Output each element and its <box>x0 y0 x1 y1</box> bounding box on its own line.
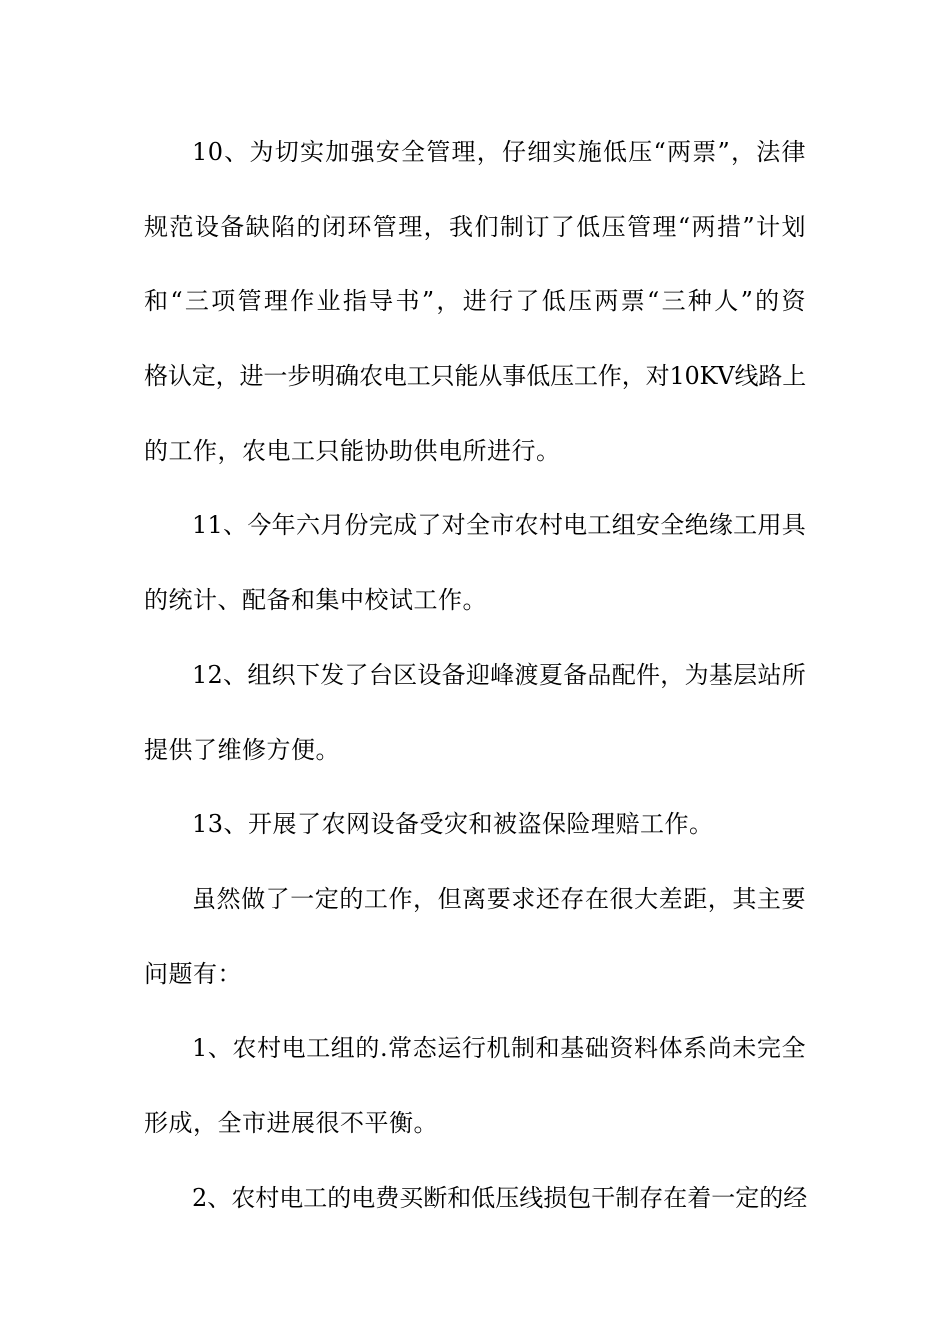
text-line: 形成，全市进展很不平衡。 <box>144 1108 438 1137</box>
text-line: 和“三项管理作业指导书”，进行了低压两票“三种人”的资 <box>144 287 806 316</box>
text-line: 格认定，进一步明确农电工只能从事低压工作，对10KV线路上 <box>144 362 806 391</box>
text-line: 提供了维修方便。 <box>144 735 340 764</box>
text-line: 2、农村电工的电费买断和低压线损包干制存在着一定的经 <box>192 1183 808 1212</box>
text-line: 10、为切实加强安全管理，仔细实施低压“两票”，法律 <box>192 138 806 166</box>
text-line: 11、今年六月份完成了对全市农村电工组安全绝缘工用具 <box>192 511 806 540</box>
text-line: 虽然做了一定的工作，但离要求还存在很大差距，其主要 <box>192 884 806 913</box>
text-line: 13、开展了农网设备受灾和被盗保险理赔工作。 <box>192 810 714 839</box>
text-line: 的统计、配备和集中校试工作。 <box>144 586 487 615</box>
text-line: 问题有： <box>144 959 242 988</box>
text-line: 12、组织下发了台区设备迎峰渡夏备品配件，为基层站所 <box>192 660 806 689</box>
text-line: 1、农村电工组的.常态运行机制和基础资料体系尚未完全 <box>192 1034 806 1063</box>
text-line: 的工作，农电工只能协助供电所进行。 <box>144 436 561 465</box>
document-body <box>144 126 806 1246</box>
text-line: 规范设备缺陷的闭环管理，我们制订了低压管理“两措”计划 <box>144 212 806 241</box>
